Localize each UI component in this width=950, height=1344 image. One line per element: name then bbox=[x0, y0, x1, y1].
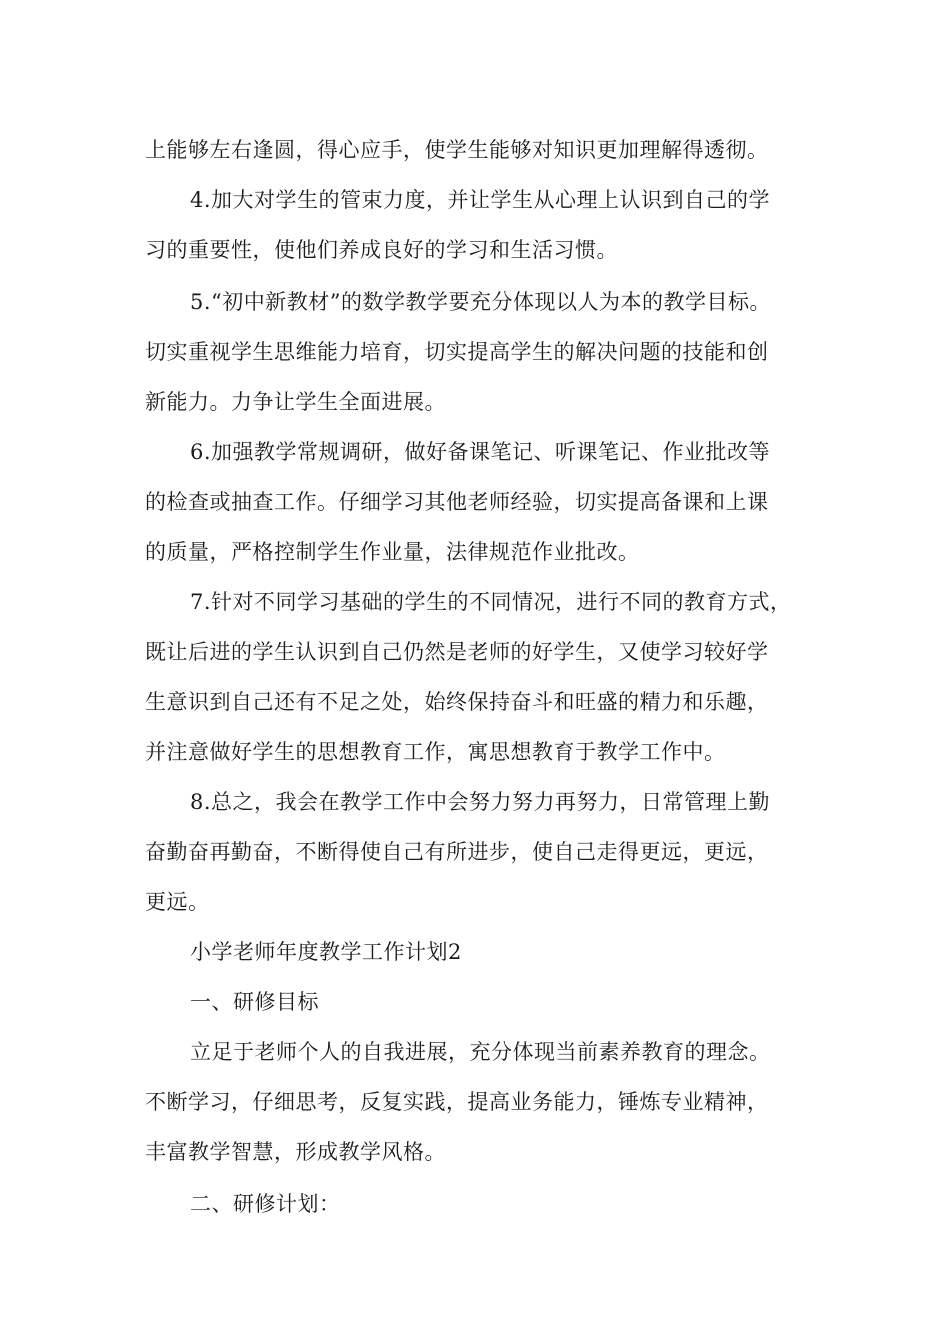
text-line: 丰富教学智慧，形成教学风格。 bbox=[145, 1140, 446, 1164]
text-line: 4.加大对学生的管束力度，并让学生从心理上认识到自己的学 bbox=[190, 188, 771, 212]
text-line: 习的重要性，使他们养成良好的学习和生活习惯。 bbox=[145, 238, 618, 262]
text-line: 的质量，严格控制学生作业量，法律规范作业批改。 bbox=[145, 540, 640, 564]
section-heading: 一、研修目标 bbox=[190, 990, 319, 1014]
text-line: 不断学习，仔细思考，反复实践，提高业务能力，锤炼专业精神， bbox=[145, 1090, 769, 1114]
text-line: 奋勤奋再勤奋，不断得使自己有所进步，使自己走得更远，更远， bbox=[145, 840, 769, 864]
text-line: 新能力。力争让学生全面进展。 bbox=[145, 390, 446, 414]
text-line: 7.针对不同学习基础的学生的不同情况，进行不同的教育方式， bbox=[190, 590, 792, 614]
section-title: 小学老师年度教学工作计划2 bbox=[190, 940, 462, 964]
text-line: 5.“初中新教材”的数学教学要充分体现以人为本的教学目标。 bbox=[190, 290, 772, 314]
section-heading: 二、研修计划： bbox=[190, 1192, 341, 1216]
text-line: 生意识到自己还有不足之处，始终保持奋斗和旺盛的精力和乐趣， bbox=[145, 690, 769, 714]
text-line: 8.总之，我会在教学工作中会努力努力再努力，日常管理上勤 bbox=[190, 790, 771, 814]
text-line: 6.加强教学常规调研，做好备课笔记、听课笔记、作业批改等 bbox=[190, 440, 771, 464]
text-line: 上能够左右逢圆，得心应手，使学生能够对知识更加理解得透彻。 bbox=[145, 138, 769, 162]
text-line: 既让后进的学生认识到自己仍然是老师的好学生，又使学习较好学 bbox=[145, 640, 769, 664]
text-line: 并注意做好学生的思想教育工作，寓思想教育于教学工作中。 bbox=[145, 740, 726, 764]
text-line: 切实重视学生思维能力培育，切实提高学生的解决问题的技能和创 bbox=[145, 340, 769, 364]
text-line: 立足于老师个人的自我进展，充分体现当前素养教育的理念。 bbox=[190, 1040, 771, 1064]
text-line: 的检查或抽查工作。仔细学习其他老师经验，切实提高备课和上课 bbox=[145, 490, 769, 514]
text-line: 更远。 bbox=[145, 890, 210, 914]
